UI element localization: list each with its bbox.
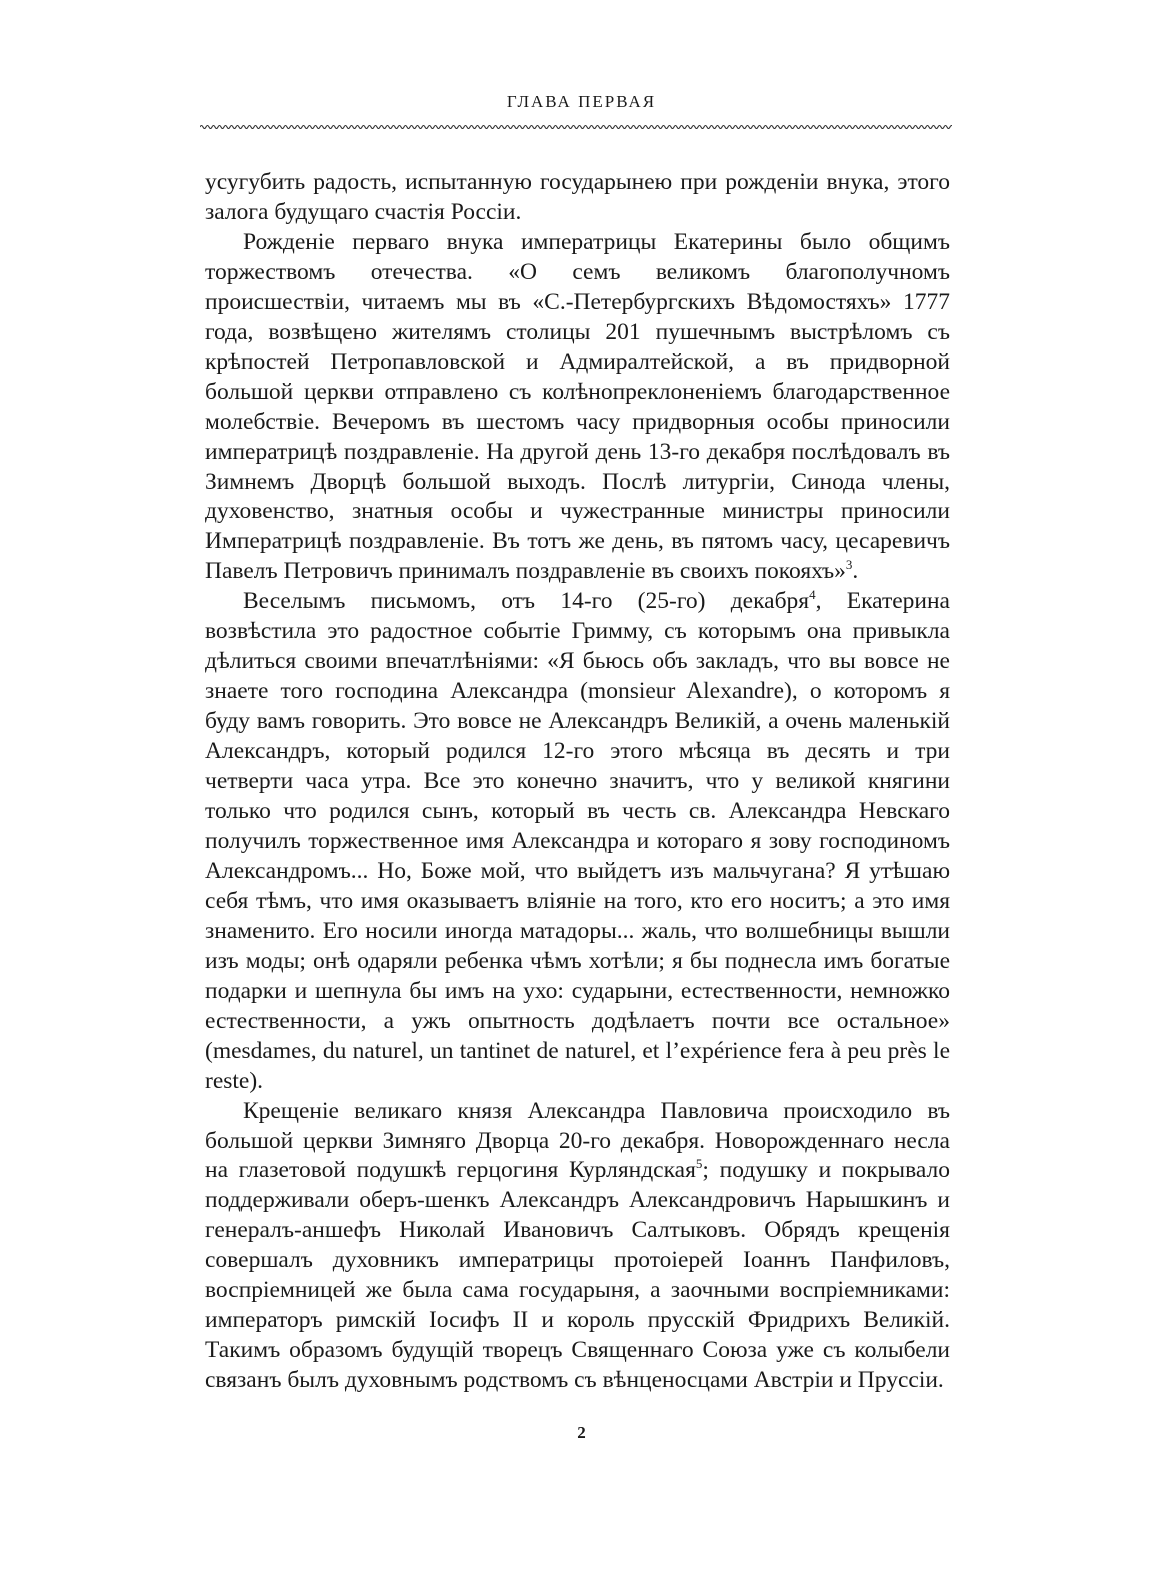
footnote-marker-3: 3 — [845, 557, 853, 573]
paragraph-3 — [205, 587, 950, 1096]
footnote-marker-5: 5 — [695, 1156, 703, 1172]
paragraph-1: усугубить радость, испытанную государынею при рожденіи внука, этого залога будущаго счастія Россіи. — [205, 169, 950, 225]
paragraph-2-end: . — [852, 558, 859, 585]
paragraph-3-rest: , Екатерина возвѣстила это радостное событіе Гримму, съ которымъ она привыкла дѣлиться своими впечатлѣніями: «Я бьюсь объ закладъ, что вы вовсе не знаете того господина Александра (monsieur Alexandre), о которомъ я буду вамъ говорить. Это вовсе не Александръ Великій, а очень маленькій Александръ, который родился 12-го этого мѣсяца въ десять и три четверти часа утра. Все это конечно значитъ, что у великой княгини только что родился сынъ, который въ честь св. Александра Невскаго получилъ торжественное имя Александра и котораго я зову господиномъ Александромъ... Но, Боже мой, что выйдетъ изъ мальчугана? Я утѣшаю себя тѣмъ, что имя оказываетъ вліяніе на того, кто его носитъ; а это имя знаменито. Его носили иногда матадоры... жаль, что волшебницы вышли изъ моды; онѣ одаряли ребенка чѣмъ хотѣли; я бы поднесла имъ богатые подарки и шепнула бы имъ на ухо: сударыни, естественности, немножко естественности, а ужъ опытность додѣлаетъ почти все остальное» (mesdames, du naturel, un tantinet de naturel, et l’expérience fera à peu près le reste). — [205, 588, 950, 1094]
paragraph-4 — [205, 1097, 950, 1397]
page-body — [205, 168, 950, 1396]
paragraph-3-start: Веселымъ письмомъ, отъ 14-го (25-го) декабря — [243, 588, 810, 615]
decorative-wavy-rule — [200, 123, 952, 131]
paragraph-4-rest: ; подушку и покрывало поддерживали оберъ-шенкъ Александръ Александровичъ Нарышкинъ и генералъ-аншефъ Николай Ивановичъ Салтыковъ. Обрядъ крещенія совершалъ духовникъ императрицы протоіерей Іоаннъ Панфиловъ, воспріемницей же была сама государыня, а заочными воспріемниками: императоръ римскій Іосифъ II и король прусскій Фридрихъ Великій. Такимъ образомъ будущій творецъ Священнаго Союза уже съ колыбели связанъ былъ духовнымъ родствомъ съ вѣнценосцами Австріи и Пруссіи. — [205, 1157, 950, 1394]
page-number: 2 — [577, 1423, 586, 1442]
paragraph-2-text: Рожденіе перваго внука императрицы Екатерины было общимъ торжествомъ отечества. «О семъ великомъ благополучномъ происшествіи, читаемъ мы въ «С.-Петербургскихъ Вѣдомостяхъ» 1777 года, возвѣщено жителямъ столицы 201 пушечнымъ выстрѣломъ съ крѣпостей Петропавловской и Адмиралтейской, а въ придворной большой церкви отправлено съ колѣнопреклоненіемъ благодарственное молебствіе. Вечеромъ въ шестомъ часу придворныя особы приносили императрицѣ поздравленіе. На другой день 13-го декабря послѣдовалъ въ Зимнемъ Дворцѣ большой выходъ. Послѣ литургіи, Синода члены, духовенство, знатныя особы и чужестранные министры приносили Императрицѣ поздравленіе. Въ тотъ же день, въ пятомъ часу, цесаревичъ Павелъ Петровичъ принималъ поздравленіе въ своихъ покояхъ» — [205, 228, 950, 585]
footnote-marker-4: 4 — [809, 587, 816, 603]
paragraph-2 — [205, 228, 950, 587]
paragraph-4-start: Крещеніе великаго князя Александра Павловича происходило въ большой церкви Зимняго Дворца 20-го декабря. Новорожденнаго несла на глазетовой подушкѣ герцогиня Курляндская — [205, 1097, 950, 1184]
running-header: ГЛАВА ПЕРВАЯ — [506, 92, 657, 111]
